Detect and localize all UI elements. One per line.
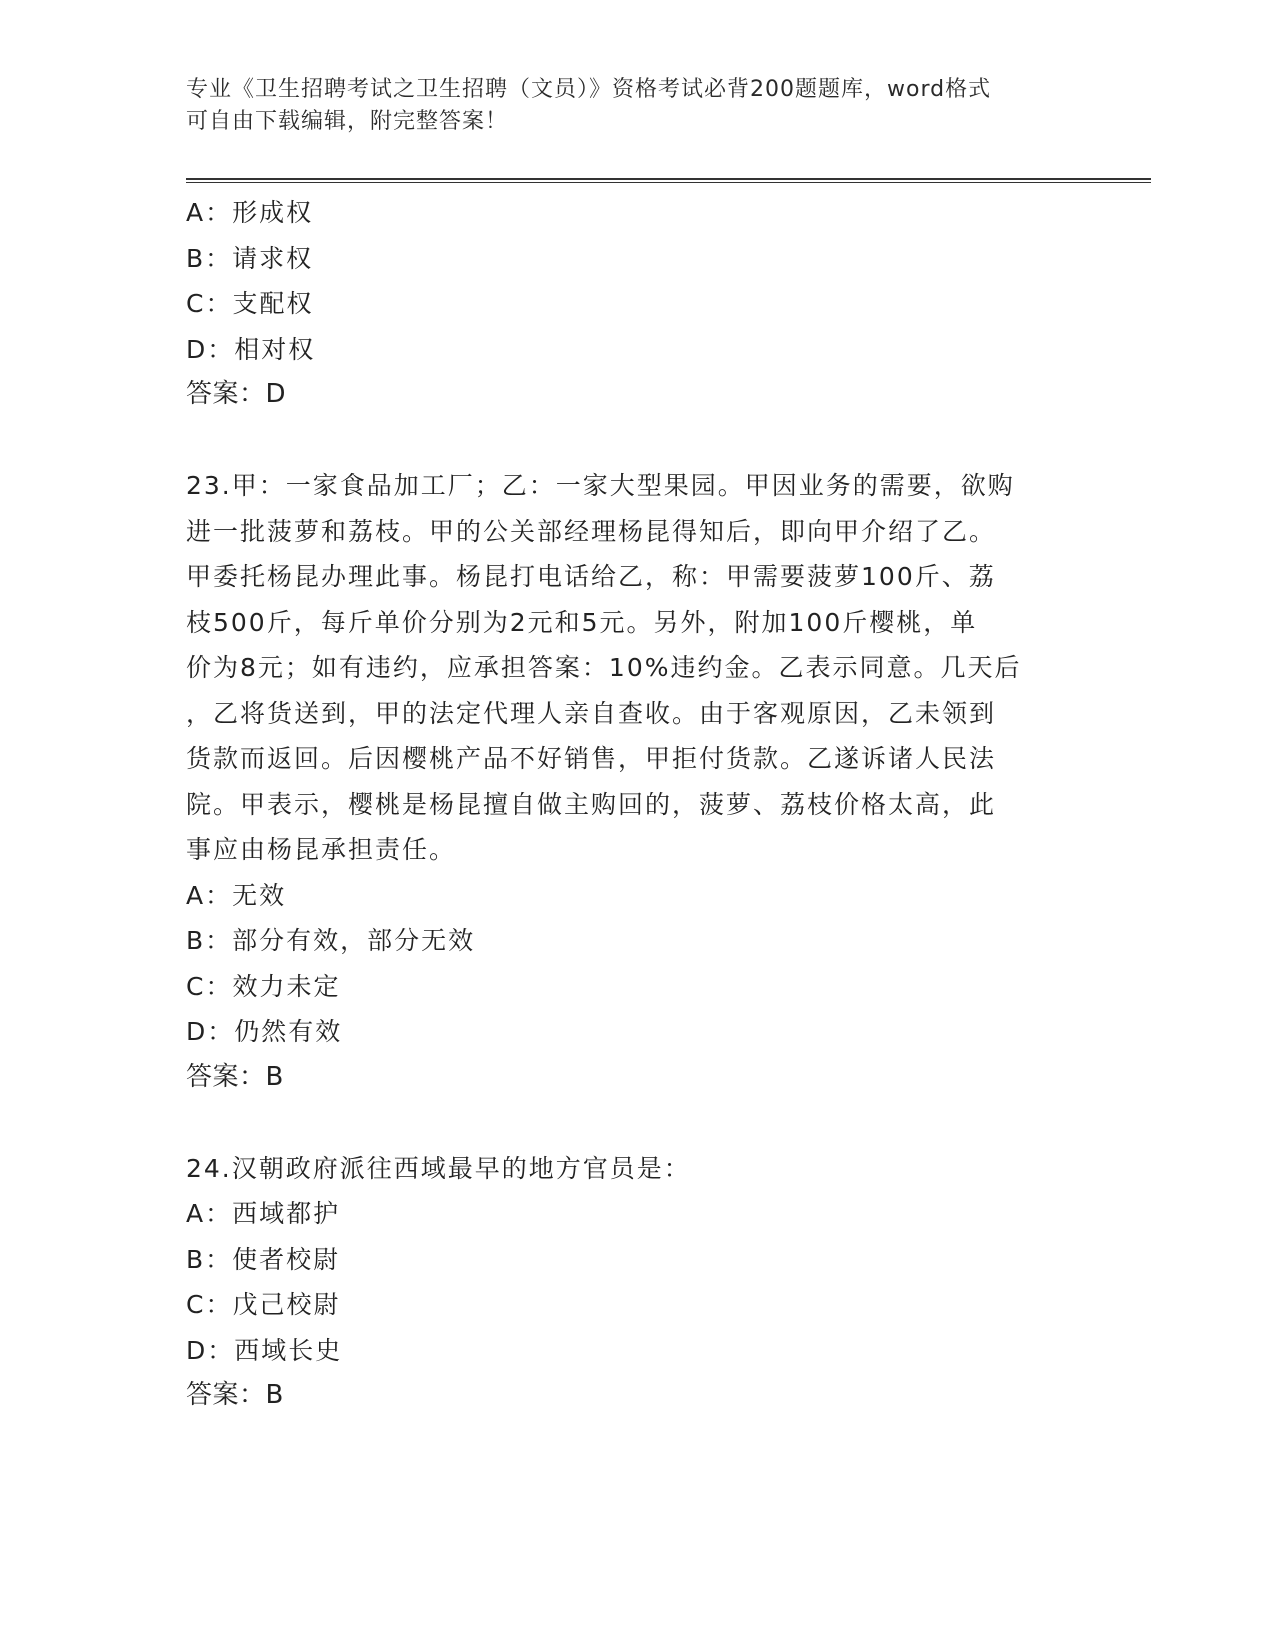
question-text: 24.汉朝政府派往西域最早的地方官员是： — [186, 1153, 691, 1183]
question-23 — [186, 463, 1086, 1100]
document-header — [186, 74, 1086, 138]
option-c: C：支配权 — [186, 289, 314, 318]
option-a: A：西域都护 — [186, 1199, 341, 1228]
question-text-line: ，乙将货送到，甲的法定代理人亲自查收。由于客观原因，乙未领到 — [186, 698, 997, 728]
header-line-2: 可自由下载编辑，附完整答案！ — [186, 109, 509, 134]
spacer — [186, 1100, 1086, 1146]
document-body — [186, 190, 1086, 1419]
question-24 — [186, 1146, 1086, 1419]
question-text-line: 货款而返回。后因樱桃产品不好销售，甲拒付货款。乙遂诉诸人民法 — [186, 744, 997, 773]
spacer — [186, 418, 1086, 464]
question-22 — [186, 190, 1086, 418]
option-a: A：无效 — [186, 880, 287, 910]
option-b: B：使者校尉 — [186, 1244, 341, 1274]
question-text-line: 价为8元；如有违约，应承担答案：10%违约金。乙表示同意。几天后 — [186, 653, 1022, 682]
option-c: C：效力未定 — [186, 971, 341, 1001]
option-a: A：形成权 — [186, 198, 314, 227]
option-d: D：仍然有效 — [186, 1017, 343, 1046]
question-text-line: 枝500斤，每斤单价分别为2元和5元。另外，附加100斤樱桃，单 — [186, 607, 978, 637]
header-line-1: 专业《卫生招聘考试之卫生招聘（文员）》资格考试必背200题题库，word格式 — [186, 77, 992, 102]
question-text-line: 甲委托杨昆办理此事。杨昆打电话给乙，称：甲需要菠萝100斤、荔 — [186, 562, 996, 591]
answer: 答案：B — [186, 1380, 284, 1410]
option-c: C：戊己校尉 — [186, 1290, 341, 1319]
header-divider — [186, 178, 1151, 183]
answer: 答案：D — [186, 379, 287, 409]
question-text-line: 事应由杨昆承担责任。 — [186, 835, 457, 864]
question-text-line: 院。甲表示，樱桃是杨昆擅自做主购回的，菠萝、荔枝价格太高，此 — [186, 789, 997, 819]
question-text-line: 进一批菠萝和荔枝。甲的公关部经理杨昆得知后，即向甲介绍了乙。 — [186, 516, 997, 546]
option-d: D：相对权 — [186, 334, 316, 364]
answer: 答案：B — [186, 1061, 284, 1092]
option-b: B：部分有效，部分无效 — [186, 926, 476, 955]
option-b: B：请求权 — [186, 243, 314, 273]
question-text-line: 23.甲：一家食品加工厂；乙：一家大型果园。甲因业务的需要，欲购 — [186, 471, 1015, 500]
option-d: D：西域长史 — [186, 1335, 343, 1365]
